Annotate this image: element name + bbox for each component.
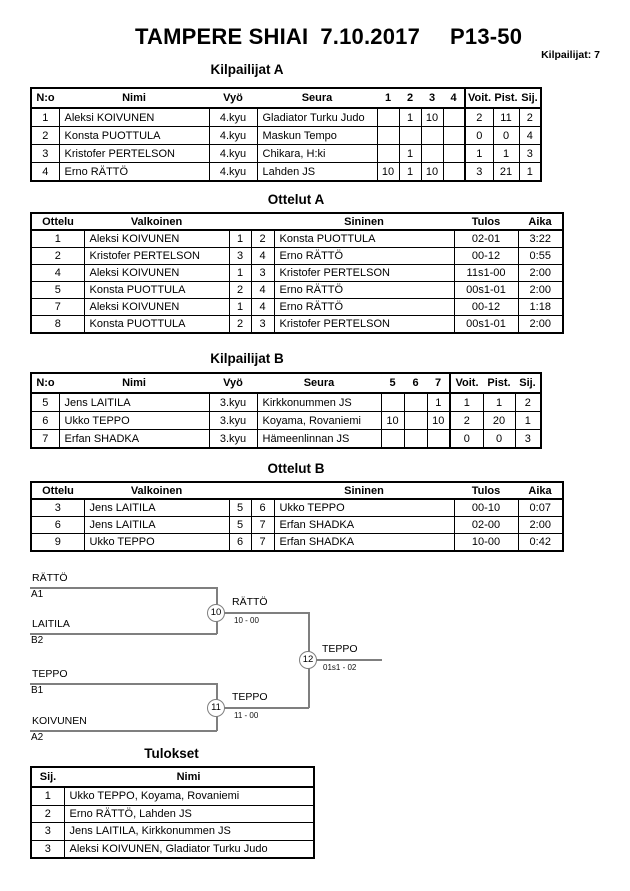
- cell-sininen: Konsta PUOTTULA: [274, 230, 454, 248]
- col-header-sininen: Sininen: [274, 482, 454, 499]
- cell-m7: 1: [427, 393, 450, 412]
- col-header-nimi: Nimi: [64, 767, 314, 787]
- bracket-winner-name: RÄTTÖ: [232, 596, 268, 608]
- bracket-line: [216, 707, 309, 709]
- table-row: [31, 393, 541, 412]
- table-row: [31, 248, 563, 265]
- cell-nimi: Erno RÄTTÖ, Lahden JS: [64, 805, 314, 823]
- col-header-2: 2: [399, 88, 421, 108]
- competitor-count-label: Kilpailijat: 7: [541, 49, 600, 61]
- section-title-kilpailijat-a: Kilpailijat A: [210, 62, 284, 77]
- match-11-circle: 11: [207, 699, 225, 717]
- cell-ottelu: 8: [31, 316, 84, 334]
- cell-seura: Kirkkonummen JS: [257, 393, 381, 412]
- bracket-line: [30, 587, 217, 589]
- cell-sij: 1: [519, 163, 541, 182]
- cell-ottelu: 6: [31, 517, 84, 534]
- match-10-circle: 10: [207, 604, 225, 622]
- cell-voit: 1: [450, 393, 483, 412]
- cell-vno: 5: [229, 499, 251, 517]
- cell-m1: 10: [377, 163, 399, 182]
- cell-vyo: 3.kyu: [209, 430, 257, 449]
- col-header-1: 1: [377, 88, 399, 108]
- cell-no: 7: [31, 430, 59, 449]
- col-header-vyo: Vyö: [209, 373, 257, 393]
- cell-m4: [443, 145, 465, 163]
- table-row: [31, 534, 563, 552]
- cell-sno: 6: [251, 499, 274, 517]
- cell-sininen: Erfan SHADKA: [274, 534, 454, 552]
- cell-pist: 20: [483, 412, 515, 430]
- cell-nimi: Ukko TEPPO: [59, 412, 209, 430]
- cell-pist: 11: [493, 108, 519, 127]
- cell-voit: 0: [465, 127, 493, 145]
- cell-sij: 2: [519, 108, 541, 127]
- cell-m6: [404, 430, 427, 449]
- cell-vno: 1: [229, 230, 251, 248]
- col-header-sij: Sij.: [31, 767, 64, 787]
- cell-sno: 7: [251, 534, 274, 552]
- cell-sij: 3: [31, 840, 64, 858]
- cell-pist: 21: [493, 163, 519, 182]
- bracket-winner-name: TEPPO: [232, 691, 268, 703]
- cell-sno: 4: [251, 299, 274, 316]
- cell-voit: 2: [450, 412, 483, 430]
- cell-ottelu: 9: [31, 534, 84, 552]
- cell-vyo: 3.kyu: [209, 393, 257, 412]
- kilpailijat-a-table: [30, 87, 542, 182]
- match-12-circle: 12: [299, 651, 317, 669]
- cell-tulos: 00-12: [454, 299, 518, 316]
- table-row: [31, 299, 563, 316]
- cell-m7: 10: [427, 412, 450, 430]
- cell-m4: [443, 163, 465, 182]
- cell-ottelu: 7: [31, 299, 84, 316]
- cell-m2: 1: [399, 163, 421, 182]
- table-row: [31, 430, 541, 449]
- col-header-7: 7: [427, 373, 450, 393]
- cell-nimi: Jens LAITILA: [59, 393, 209, 412]
- cell-m4: [443, 127, 465, 145]
- cell-tulos: 00s1-01: [454, 282, 518, 299]
- cell-nimi: Ukko TEPPO, Koyama, Rovaniemi: [64, 787, 314, 805]
- table-row: [31, 163, 541, 182]
- cell-sij: 2: [31, 805, 64, 823]
- cell-ottelu: 5: [31, 282, 84, 299]
- cell-vno: 2: [229, 282, 251, 299]
- cell-m6: [404, 393, 427, 412]
- cell-vyo: 4.kyu: [209, 145, 257, 163]
- table-row: [31, 517, 563, 534]
- cell-tulos: 02-00: [454, 517, 518, 534]
- cell-sij: 4: [519, 127, 541, 145]
- table-row: [31, 127, 541, 145]
- table-row: [31, 108, 541, 127]
- cell-ottelu: 4: [31, 265, 84, 282]
- col-header-ottelu: Ottelu: [31, 482, 84, 499]
- cell-vyo: 4.kyu: [209, 108, 257, 127]
- bracket-match-score: 10 - 00: [234, 616, 259, 625]
- table-row: [31, 316, 563, 334]
- col-header-voit: Voit.: [450, 373, 483, 393]
- col-header-ottelu: Ottelu: [31, 213, 84, 230]
- cell-aika: 2:00: [518, 517, 563, 534]
- cell-sij: 2: [515, 393, 541, 412]
- cell-m3: 10: [421, 163, 443, 182]
- cell-voit: 1: [465, 145, 493, 163]
- table-row: [31, 840, 314, 858]
- col-header-nimi: Nimi: [59, 88, 209, 108]
- cell-nimi: Erfan SHADKA: [59, 430, 209, 449]
- bracket-line: [30, 730, 217, 732]
- cell-no: 6: [31, 412, 59, 430]
- header-row: [31, 88, 541, 108]
- bracket-match-score: 01s1 - 02: [323, 663, 357, 672]
- page-title: [135, 24, 522, 50]
- cell-seura: Koyama, Rovaniemi: [257, 412, 381, 430]
- cell-sij: 1: [31, 787, 64, 805]
- section-title-kilpailijat-b: Kilpailijat B: [210, 351, 284, 366]
- cell-aika: 1:18: [518, 299, 563, 316]
- cell-sininen: Kristofer PERTELSON: [274, 265, 454, 282]
- cell-vno: 5: [229, 517, 251, 534]
- col-header-4: 4: [443, 88, 465, 108]
- cell-valkoinen: Kristofer PERTELSON: [84, 248, 229, 265]
- cell-aika: 0:07: [518, 499, 563, 517]
- col-header-valkoinen: Valkoinen: [84, 482, 229, 499]
- cell-valkoinen: Konsta PUOTTULA: [84, 316, 229, 334]
- col-header-pist: Pist.: [493, 88, 519, 108]
- col-header-tulos: Tulos: [454, 213, 518, 230]
- col-header-voit: Voit.: [465, 88, 493, 108]
- cell-m5: [381, 393, 404, 412]
- cell-sininen: Erno RÄTTÖ: [274, 248, 454, 265]
- col-header-tulos: Tulos: [454, 482, 518, 499]
- cell-valkoinen: Jens LAITILA: [84, 517, 229, 534]
- col-header-sij: Sij.: [519, 88, 541, 108]
- col-header-aika: Aika: [518, 213, 563, 230]
- cell-seura: Hämeenlinnan JS: [257, 430, 381, 449]
- col-header-6: 6: [404, 373, 427, 393]
- cell-sininen: Erfan SHADKA: [274, 517, 454, 534]
- table-row: [31, 230, 563, 248]
- cell-sij: 3: [31, 823, 64, 841]
- cell-vyo: 4.kyu: [209, 127, 257, 145]
- bracket-seed-label: A1: [31, 589, 44, 600]
- cell-aika: 0:42: [518, 534, 563, 552]
- col-header-aika: Aika: [518, 482, 563, 499]
- cell-sno: 4: [251, 282, 274, 299]
- cell-valkoinen: Aleksi KOIVUNEN: [84, 265, 229, 282]
- cell-m3: 10: [421, 108, 443, 127]
- cell-valkoinen: Konsta PUOTTULA: [84, 282, 229, 299]
- table-row: [31, 145, 541, 163]
- section-title-ottelut-b: Ottelut B: [267, 461, 325, 476]
- cell-no: 3: [31, 145, 59, 163]
- cell-nimi: Aleksi KOIVUNEN, Gladiator Turku Judo: [64, 840, 314, 858]
- cell-m3: [421, 145, 443, 163]
- cell-tulos: 02-01: [454, 230, 518, 248]
- cell-m2: 1: [399, 145, 421, 163]
- cell-seura: Lahden JS: [257, 163, 377, 182]
- cell-valkoinen: Jens LAITILA: [84, 499, 229, 517]
- header-row: [31, 482, 563, 499]
- cell-sininen: Ukko TEPPO: [274, 499, 454, 517]
- title-event: TAMPERE SHIAI: [135, 24, 309, 49]
- bracket-seed-label: A2: [31, 732, 44, 743]
- cell-nimi: Aleksi KOIVUNEN: [59, 108, 209, 127]
- cell-no: 2: [31, 127, 59, 145]
- col-header-sininen: Sininen: [274, 213, 454, 230]
- ottelut-b-table: [30, 481, 564, 552]
- cell-sij: 3: [515, 430, 541, 449]
- col-header-pist: Pist.: [483, 373, 515, 393]
- cell-ottelu: 2: [31, 248, 84, 265]
- bracket-seed-label: B1: [31, 685, 44, 696]
- col-header-nimi: Nimi: [59, 373, 209, 393]
- cell-nimi: Erno RÄTTÖ: [59, 163, 209, 182]
- cell-m2: 1: [399, 108, 421, 127]
- cell-vno: 3: [229, 248, 251, 265]
- cell-sno: 4: [251, 248, 274, 265]
- header-row: [31, 373, 541, 393]
- cell-ottelu: 1: [31, 230, 84, 248]
- cell-vyo: 4.kyu: [209, 163, 257, 182]
- cell-aika: 3:22: [518, 230, 563, 248]
- bracket-seed-name: RÄTTÖ: [32, 572, 68, 584]
- cell-pist: 0: [483, 430, 515, 449]
- cell-m1: [377, 145, 399, 163]
- bracket-line: [308, 659, 382, 661]
- cell-sininen: Kristofer PERTELSON: [274, 316, 454, 334]
- cell-m5: [381, 430, 404, 449]
- cell-vno: 6: [229, 534, 251, 552]
- col-header-3: 3: [421, 88, 443, 108]
- cell-nimi: Jens LAITILA, Kirkkonummen JS: [64, 823, 314, 841]
- cell-vno: 2: [229, 316, 251, 334]
- cell-tulos: 10-00: [454, 534, 518, 552]
- table-row: [31, 823, 314, 841]
- cell-m2: [399, 127, 421, 145]
- col-header-no: N:o: [31, 88, 59, 108]
- bracket-seed-name: KOIVUNEN: [32, 715, 87, 727]
- header-row: [31, 767, 314, 787]
- header-row: [31, 213, 563, 230]
- cell-tulos: 00s1-01: [454, 316, 518, 334]
- col-header-vyo: Vyö: [209, 88, 257, 108]
- section-title-ottelut-a: Ottelut A: [267, 192, 325, 207]
- cell-valkoinen: Aleksi KOIVUNEN: [84, 230, 229, 248]
- table-row: [31, 282, 563, 299]
- col-header-valkoinen: Valkoinen: [84, 213, 229, 230]
- col-header-5: 5: [381, 373, 404, 393]
- cell-seura: Maskun Tempo: [257, 127, 377, 145]
- bracket-winner-name: TEPPO: [322, 643, 358, 655]
- cell-seura: Chikara, H:ki: [257, 145, 377, 163]
- cell-tulos: 11s1-00: [454, 265, 518, 282]
- bracket-seed-name: LAITILA: [32, 618, 70, 630]
- cell-seura: Gladiator Turku Judo: [257, 108, 377, 127]
- cell-sno: 3: [251, 265, 274, 282]
- cell-m4: [443, 108, 465, 127]
- kilpailijat-b-table: [30, 372, 542, 449]
- bracket-seed-name: TEPPO: [32, 668, 68, 680]
- cell-tulos: 00-12: [454, 248, 518, 265]
- bracket-line: [30, 633, 217, 635]
- cell-aika: 2:00: [518, 282, 563, 299]
- cell-aika: 2:00: [518, 316, 563, 334]
- cell-sno: 7: [251, 517, 274, 534]
- ottelut-a-table: [30, 212, 564, 334]
- title-class: P13-50: [450, 24, 523, 49]
- table-row: [31, 805, 314, 823]
- col-header-sno: [251, 213, 274, 230]
- cell-voit: 2: [465, 108, 493, 127]
- col-header-sij: Sij.: [515, 373, 541, 393]
- col-header-seura: Seura: [257, 373, 381, 393]
- table-row: [31, 499, 563, 517]
- cell-nimi: Kristofer PERTELSON: [59, 145, 209, 163]
- bracket-seed-label: B2: [31, 635, 44, 646]
- cell-no: 4: [31, 163, 59, 182]
- cell-m5: 10: [381, 412, 404, 430]
- cell-pist: 1: [483, 393, 515, 412]
- cell-sno: 2: [251, 230, 274, 248]
- cell-m1: [377, 108, 399, 127]
- cell-no: 1: [31, 108, 59, 127]
- cell-aika: 0:55: [518, 248, 563, 265]
- cell-vno: 1: [229, 299, 251, 316]
- cell-sininen: Erno RÄTTÖ: [274, 299, 454, 316]
- table-row: [31, 265, 563, 282]
- cell-m3: [421, 127, 443, 145]
- cell-ottelu: 3: [31, 499, 84, 517]
- cell-m1: [377, 127, 399, 145]
- section-title-tulokset: Tulokset: [144, 746, 199, 761]
- cell-m7: [427, 430, 450, 449]
- cell-vno: 1: [229, 265, 251, 282]
- cell-voit: 3: [465, 163, 493, 182]
- col-header-sno: [251, 482, 274, 499]
- col-header-seura: Seura: [257, 88, 377, 108]
- cell-sij: 3: [519, 145, 541, 163]
- tulokset-table: [30, 766, 315, 859]
- cell-m6: [404, 412, 427, 430]
- table-row: [31, 412, 541, 430]
- cell-sno: 3: [251, 316, 274, 334]
- bracket-line: [30, 683, 217, 685]
- cell-sij: 1: [515, 412, 541, 430]
- cell-vyo: 3.kyu: [209, 412, 257, 430]
- cell-valkoinen: Ukko TEPPO: [84, 534, 229, 552]
- cell-nimi: Konsta PUOTTULA: [59, 127, 209, 145]
- cell-pist: 0: [493, 127, 519, 145]
- bracket-match-score: 11 - 00: [234, 711, 259, 720]
- cell-no: 5: [31, 393, 59, 412]
- col-header-no: N:o: [31, 373, 59, 393]
- cell-aika: 2:00: [518, 265, 563, 282]
- table-row: [31, 787, 314, 805]
- cell-sininen: Erno RÄTTÖ: [274, 282, 454, 299]
- cell-valkoinen: Aleksi KOIVUNEN: [84, 299, 229, 316]
- bracket-line: [216, 612, 309, 614]
- title-date: 7.10.2017: [320, 24, 421, 49]
- cell-tulos: 00-10: [454, 499, 518, 517]
- col-header-vno: [229, 482, 251, 499]
- cell-voit: 0: [450, 430, 483, 449]
- col-header-vno: [229, 213, 251, 230]
- cell-pist: 1: [493, 145, 519, 163]
